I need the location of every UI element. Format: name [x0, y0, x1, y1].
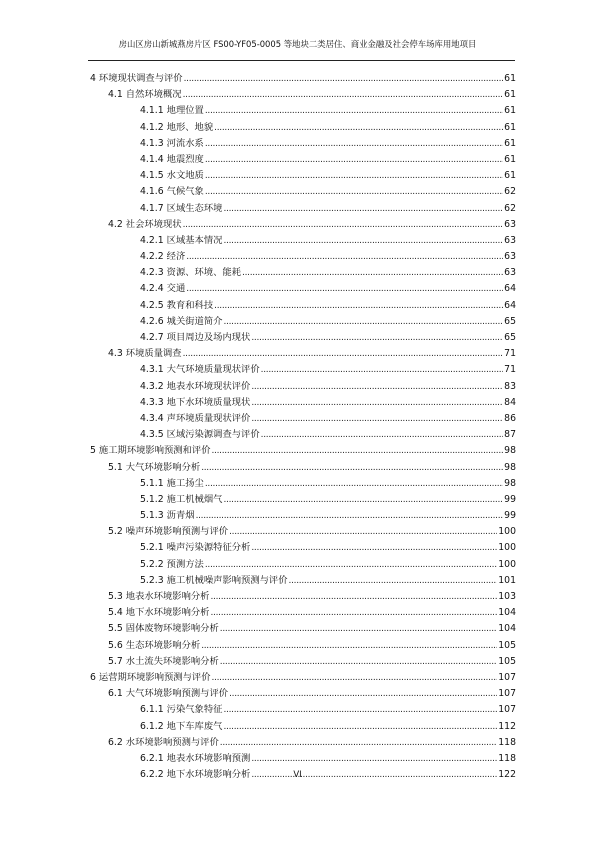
- toc-entry-page: 64: [504, 283, 516, 295]
- toc-entry-number: 4.3.1: [140, 364, 164, 376]
- toc-entry-number: 4.2.5: [140, 299, 164, 311]
- dot-leader: [205, 557, 497, 573]
- dot-leader: [223, 702, 497, 718]
- toc-entry-number: 5.1.1: [140, 477, 164, 489]
- toc-entry-title: 地表水环境影响预测: [166, 752, 251, 764]
- toc-entry[interactable]: [88, 719, 516, 735]
- header-rule: [88, 60, 515, 61]
- dot-leader: [205, 136, 503, 152]
- toc-entry-title: 施工机械烟气: [166, 493, 223, 505]
- toc-entry-page: 71: [504, 364, 516, 376]
- toc-entry-title: 施工期环境影响预测和评价: [98, 445, 211, 457]
- dot-leader: [201, 460, 503, 476]
- toc-entry-number: 4.3: [108, 348, 123, 360]
- toc-entry-number: 5.6: [108, 639, 123, 651]
- toc-entry-title: 地震烈度: [166, 153, 204, 165]
- toc-entry[interactable]: [88, 265, 516, 281]
- dot-leader: [184, 71, 504, 87]
- dot-leader: [251, 379, 503, 395]
- toc-entry-number: 5.4: [108, 607, 123, 619]
- toc-entry[interactable]: [88, 298, 516, 314]
- toc-entry-title: 地下水环境影响分析: [166, 769, 251, 781]
- toc-entry-title: 地形、地貌: [166, 121, 214, 133]
- toc-entry-title: 水环境影响预测与评价: [125, 736, 219, 748]
- dot-leader: [214, 298, 503, 314]
- toc-entry-page: 118: [498, 736, 516, 748]
- dot-leader: [223, 201, 503, 217]
- toc-entry-title: 环境质量调查: [125, 348, 182, 360]
- toc-entry[interactable]: [88, 735, 516, 751]
- toc-entry[interactable]: [88, 136, 516, 152]
- toc-entry-title: 运营期环境影响预测与评价: [98, 671, 211, 683]
- toc-entry-number: 6.1.1: [140, 704, 164, 716]
- dot-leader: [196, 508, 504, 524]
- toc-entry-page: 100: [498, 542, 516, 554]
- toc-entry-page: 100: [498, 526, 516, 538]
- toc-entry-page: 105: [498, 655, 516, 667]
- dot-leader: [183, 217, 504, 233]
- toc-entry-title: 固体废物环境影响分析: [125, 623, 219, 635]
- toc-entry-page: 64: [504, 299, 516, 311]
- dot-leader: [201, 638, 497, 654]
- dot-leader: [229, 524, 497, 540]
- toc-entry-title: 水土流失环境影响分析: [125, 655, 219, 667]
- toc-entry[interactable]: [88, 233, 516, 249]
- toc-entry-number: 5.1: [108, 461, 123, 473]
- dot-leader: [223, 314, 503, 330]
- dot-leader: [251, 411, 503, 427]
- toc-entry[interactable]: [88, 443, 516, 459]
- toc-entry-number: 6: [90, 671, 96, 683]
- toc-entry-title: 水文地质: [166, 170, 204, 182]
- toc-entry-title: 大气环境影响分析: [125, 461, 201, 473]
- toc-entry-number: 4.1.5: [140, 170, 164, 182]
- toc-entry-title: 气候气象: [166, 186, 204, 198]
- toc-entry-title: 地下水环境影响分析: [125, 607, 210, 619]
- dot-leader: [251, 540, 497, 556]
- toc-entry-title: 社会环境现状: [125, 218, 182, 230]
- toc-entry[interactable]: [88, 508, 516, 524]
- toc-entry[interactable]: [88, 184, 516, 200]
- toc-entry[interactable]: [88, 346, 516, 362]
- dot-leader: [212, 670, 498, 686]
- toc-entry-number: 4.1.7: [140, 202, 164, 214]
- toc-entry[interactable]: [88, 492, 516, 508]
- toc-entry[interactable]: [88, 605, 516, 621]
- toc-entry-page: 98: [504, 445, 516, 457]
- toc-entry-title: 预测方法: [166, 558, 204, 570]
- toc-entry-title: 城关街道简介: [166, 315, 223, 327]
- toc-entry-number: 5.3: [108, 591, 123, 602]
- toc-entry-title: 河流水系: [166, 137, 204, 149]
- toc-entry[interactable]: [88, 573, 516, 589]
- dot-leader: [220, 735, 497, 751]
- toc-entry-title: 地下水环境质量现状: [166, 396, 251, 408]
- toc-entry[interactable]: [88, 621, 516, 637]
- toc-entry-page: 100: [498, 558, 516, 570]
- toc-entry-page: 83: [504, 380, 516, 392]
- toc-entry-number: 5.2: [108, 526, 123, 538]
- toc-entry[interactable]: [88, 589, 516, 605]
- dot-leader: [186, 249, 503, 265]
- dot-leader: [205, 152, 503, 168]
- toc-entry-title: 噪声污染源特征分析: [166, 542, 251, 554]
- toc-entry-number: 4.2.3: [140, 267, 164, 279]
- toc-entry[interactable]: [88, 120, 516, 136]
- toc-entry-number: 4.3.2: [140, 380, 164, 392]
- toc-entry[interactable]: [88, 524, 516, 540]
- toc-entry-page: 101: [498, 574, 516, 586]
- toc-entry-page: 61: [504, 170, 516, 182]
- toc-entry-title: 经济: [166, 251, 186, 263]
- toc-entry-number: 6.1: [108, 688, 123, 700]
- toc-entry[interactable]: [88, 152, 516, 168]
- dot-leader: [261, 427, 504, 443]
- toc-entry[interactable]: [88, 460, 516, 476]
- dot-leader: [220, 621, 497, 637]
- dot-leader: [214, 120, 503, 136]
- toc-entry[interactable]: [88, 71, 516, 87]
- dot-leader: [223, 233, 503, 249]
- toc-entry-title: 区域基本情况: [166, 234, 223, 246]
- dot-leader: [220, 654, 497, 670]
- toc-entry[interactable]: [88, 638, 516, 654]
- toc-entry-number: 6.1.2: [140, 720, 164, 732]
- toc-entry[interactable]: [88, 427, 516, 443]
- toc-entry-number: 4.2.1: [140, 234, 164, 246]
- toc-entry[interactable]: [88, 168, 516, 184]
- page-number: VI: [293, 770, 302, 780]
- toc-entry-number: 5.1.3: [140, 510, 164, 522]
- toc-entry-page: 62: [504, 202, 516, 214]
- toc-entry-page: 118: [498, 752, 516, 764]
- toc-entry-number: 4.1: [108, 89, 123, 101]
- dot-leader: [183, 87, 504, 103]
- toc-entry-page: 86: [504, 412, 516, 424]
- toc-entry-title: 自然环境概况: [125, 89, 182, 101]
- toc-entry-number: 6.2.1: [140, 752, 164, 764]
- toc-entry-page: 84: [504, 396, 516, 408]
- toc-entry-page: 112: [498, 720, 516, 732]
- toc-entry[interactable]: [88, 87, 516, 103]
- toc-entry-page: 61: [504, 105, 516, 117]
- toc-entry-page: 63: [504, 267, 516, 279]
- toc-entry-page: 61: [504, 73, 516, 84]
- dot-leader: [261, 362, 504, 378]
- toc-entry-number: 4.2.7: [140, 332, 164, 343]
- toc-entry-title: 地理位置: [166, 105, 204, 117]
- toc-entry-page: 104: [498, 623, 516, 635]
- toc-entry[interactable]: [88, 751, 516, 767]
- dot-leader: [183, 346, 504, 362]
- toc-entry-number: 4.3.3: [140, 396, 164, 408]
- toc-entry-number: 5.2.1: [140, 542, 164, 554]
- toc-entry-number: 4.1.2: [140, 121, 164, 133]
- toc-entry[interactable]: [88, 201, 516, 217]
- toc-entry-number: 4.1.4: [140, 153, 164, 165]
- toc-entry-number: 4.1.3: [140, 137, 164, 149]
- toc-entry-title: 污染气象特征: [166, 704, 223, 716]
- dot-leader: [223, 492, 503, 508]
- toc-entry[interactable]: [88, 654, 516, 670]
- toc-entry-title: 施工扬尘: [166, 477, 204, 489]
- toc-entry[interactable]: [88, 103, 516, 119]
- toc-entry-title: 大气环境质量现状评价: [166, 364, 260, 376]
- toc-entry-page: 65: [504, 332, 516, 343]
- toc-entry-number: 6.2.2: [140, 769, 164, 781]
- toc-entry[interactable]: [88, 330, 516, 346]
- toc-entry-page: 98: [504, 461, 516, 473]
- toc-entry-page: 62: [504, 186, 516, 198]
- toc-entry-title: 资源、环境、能耗: [166, 267, 242, 279]
- toc-entry-title: 施工机械噪声影响预测与评价: [166, 574, 288, 586]
- toc-entry-number: 4.2.4: [140, 283, 164, 295]
- toc-entry-title: 区域生态环境: [166, 202, 223, 214]
- toc-entry-page: 99: [504, 510, 516, 522]
- toc-entry-number: 4.1.1: [140, 105, 164, 117]
- toc-entry-number: 4.3.4: [140, 412, 164, 424]
- toc-entry-page: 71: [504, 348, 516, 360]
- toc-entry-number: 5.5: [108, 623, 123, 635]
- toc-entry-number: 4.2: [108, 218, 123, 230]
- dot-leader: [205, 476, 503, 492]
- toc-entry-page: 122: [498, 769, 516, 781]
- toc-entry[interactable]: [88, 686, 516, 702]
- dot-leader: [205, 103, 503, 119]
- toc-entry-page: 61: [504, 153, 516, 165]
- toc-entry-page: 103: [498, 591, 516, 602]
- toc-entry-number: 5.2.3: [140, 574, 164, 586]
- toc-entry[interactable]: [88, 249, 516, 265]
- toc-entry[interactable]: [88, 670, 516, 686]
- toc-entry-title: 环境现状调查与评价: [98, 73, 183, 84]
- toc-entry-title: 地下车库废气: [166, 720, 223, 732]
- toc-entry-page: 63: [504, 251, 516, 263]
- dot-leader: [223, 719, 497, 735]
- toc-entry[interactable]: [88, 379, 516, 395]
- toc-entry-number: 5.1.2: [140, 493, 164, 505]
- toc-entry-number: 5: [90, 445, 96, 457]
- dot-leader: [242, 265, 503, 281]
- toc-entry-title: 项目周边及场内现状: [166, 332, 251, 343]
- toc-entry-number: 5.2.2: [140, 558, 164, 570]
- toc-entry-page: 99: [504, 493, 516, 505]
- toc-entry-page: 87: [504, 429, 516, 441]
- page-header: 房山区房山新城燕房片区 FS00-YF05-0005 等地块二类居住、商业金融及社会停车场库用地项目: [118, 39, 477, 49]
- toc-entry-title: 地表水环境影响分析: [125, 591, 210, 602]
- toc-entry-number: 4.2.6: [140, 315, 164, 327]
- toc-entry[interactable]: [88, 395, 516, 411]
- toc-entry-page: 107: [498, 704, 516, 716]
- toc-entry-number: 5.7: [108, 655, 123, 667]
- toc-entry-page: 63: [504, 218, 516, 230]
- dot-leader: [251, 751, 497, 767]
- toc-entry-title: 噪声环境影响预测与评价: [125, 526, 229, 538]
- toc-entry[interactable]: [88, 476, 516, 492]
- toc-entry-number: 4.1.6: [140, 186, 164, 198]
- toc-entry-title: 教育和科技: [166, 299, 214, 311]
- toc-entry[interactable]: [88, 557, 516, 573]
- toc-entry-page: 104: [498, 607, 516, 619]
- toc-entry-page: 61: [504, 121, 516, 133]
- dot-leader: [205, 168, 503, 184]
- toc-entry-title: 声环境质量现状评价: [166, 412, 251, 424]
- dot-leader: [210, 605, 497, 621]
- dot-leader: [205, 184, 503, 200]
- toc-entry-page: 105: [498, 639, 516, 651]
- dot-leader: [289, 573, 498, 589]
- toc-entry[interactable]: [88, 411, 516, 427]
- toc-entry[interactable]: [88, 702, 516, 718]
- toc-entry-page: 61: [504, 137, 516, 149]
- dot-leader: [186, 281, 503, 297]
- toc-entry-title: 交通: [166, 283, 186, 295]
- table-of-contents: [88, 71, 516, 783]
- toc-entry-page: 107: [498, 688, 516, 700]
- toc-entry-number: 4: [90, 73, 96, 84]
- toc-entry-page: 107: [498, 671, 516, 683]
- toc-entry[interactable]: [88, 540, 516, 556]
- toc-entry[interactable]: [88, 217, 516, 233]
- toc-entry-number: 4.2.2: [140, 251, 164, 263]
- dot-leader: [212, 443, 504, 459]
- toc-entry-title: 沥青烟: [166, 510, 195, 522]
- toc-entry-number: 6.2: [108, 736, 123, 748]
- dot-leader: [210, 589, 497, 605]
- toc-entry[interactable]: [88, 362, 516, 378]
- dot-leader: [229, 686, 497, 702]
- toc-entry-page: 61: [504, 89, 516, 101]
- dot-leader: [251, 395, 503, 411]
- toc-entry-number: 4.3.5: [140, 429, 164, 441]
- toc-entry[interactable]: [88, 281, 516, 297]
- dot-leader: [251, 330, 503, 346]
- toc-entry-page: 98: [504, 477, 516, 489]
- toc-entry-title: 区域污染源调查与评价: [166, 429, 260, 441]
- toc-entry-title: 地表水环境现状评价: [166, 380, 251, 392]
- toc-entry-title: 生态环境影响分析: [125, 639, 201, 651]
- toc-entry-page: 65: [504, 315, 516, 327]
- toc-entry-page: 63: [504, 234, 516, 246]
- toc-entry[interactable]: [88, 314, 516, 330]
- toc-entry-title: 大气环境影响预测与评价: [125, 688, 229, 700]
